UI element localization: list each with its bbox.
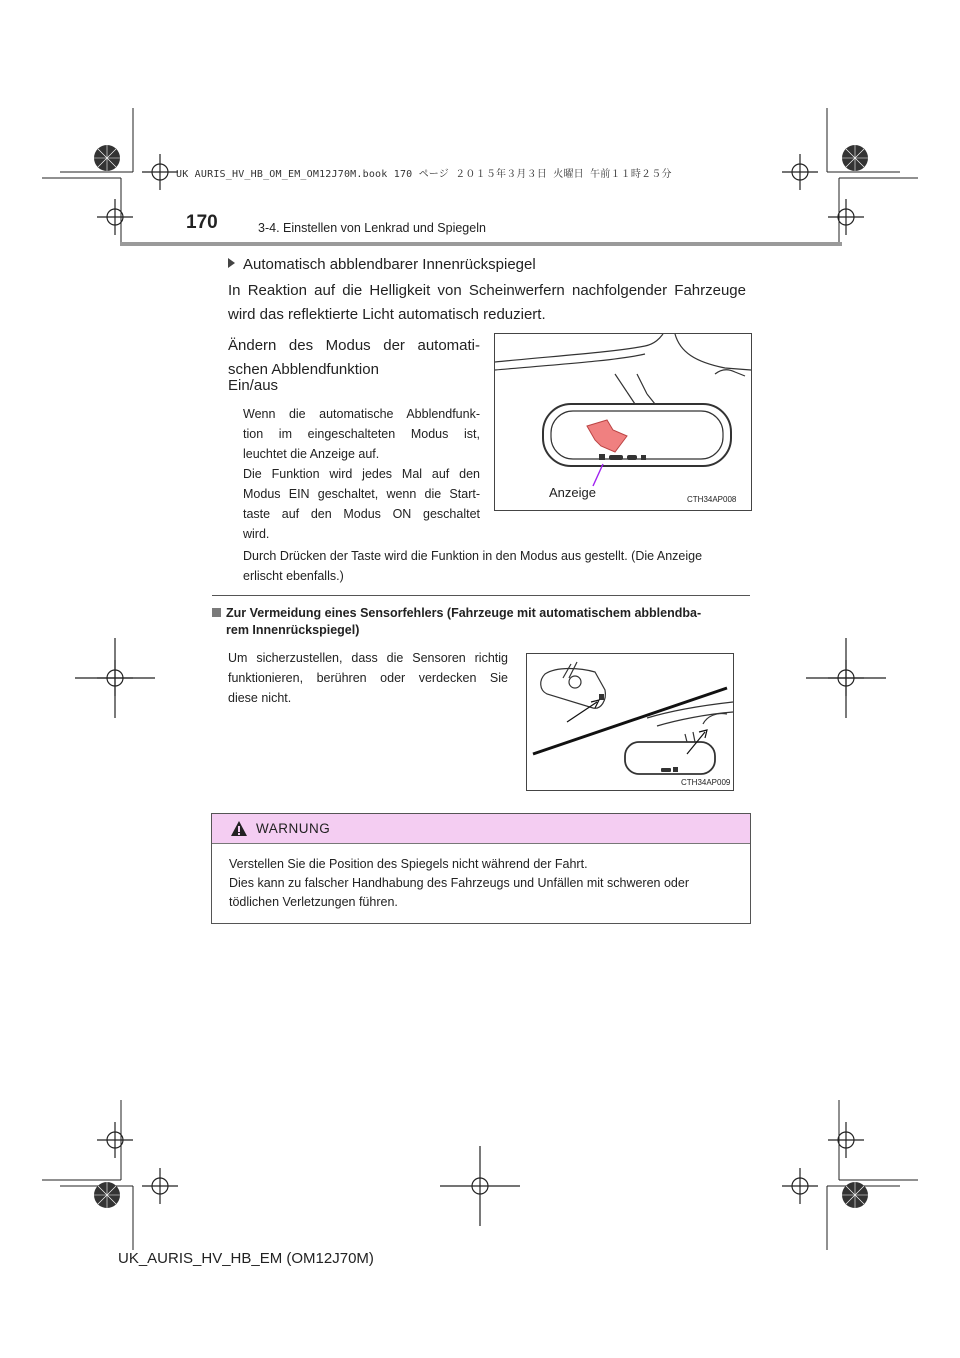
mirror-heading-text: Automatisch abblendbarer Innenrückspiegel: [243, 256, 536, 273]
page-number: 170: [186, 212, 218, 233]
sensor-heading-text: Zur Vermeidung eines Sensorfehlers (Fahrzeuge mit automatischem abblendba-: [226, 606, 702, 620]
sensor-heading: [212, 605, 752, 639]
figure-code: CTH34AP009: [681, 778, 731, 787]
warning-title: WARNUNG: [256, 821, 331, 836]
warning-box: [211, 813, 751, 924]
warning-header: [212, 814, 750, 844]
figure-code: CTH34AP008: [687, 495, 737, 504]
sensor-heading-line: rem Innenrückspiegel): [226, 623, 360, 637]
note-line: Modus EIN geschaltet, wenn die Start-: [243, 487, 480, 501]
warning-line: tödlichen Verletzungen führen.: [229, 895, 398, 909]
mirror-illustration: [495, 334, 751, 510]
note-line: leuchtet die Anzeige auf.: [243, 447, 380, 461]
section-divider: [212, 595, 750, 596]
on-off-label: Ein/aus: [228, 377, 279, 394]
mode-change-line: Ändern des Modus der automati-: [228, 337, 480, 354]
note-line: erlischt ebenfalls.): [243, 569, 344, 583]
warning-text: [229, 855, 743, 912]
note-2: [243, 464, 480, 544]
triangle-bullet-icon: [228, 258, 235, 268]
sensor-text-line: Um sicherzustellen, dass die Sensoren richtig: [228, 651, 508, 665]
mirror-figure: [494, 333, 752, 511]
sensor-heading-line: [212, 605, 752, 622]
note-line: taste auf den Modus ON geschaltet: [243, 507, 480, 521]
mirror-intro: In Reaktion auf die Helligkeit von Scheinwerfern nachfolgender Fahrzeuge wird das reflektierte Licht automatisch reduziert.: [228, 282, 746, 323]
sensor-illustration: [527, 654, 733, 790]
footer-doc-code: UK_AURIS_HV_HB_EM (OM12J70M): [118, 1250, 374, 1267]
note-line: Durch Drücken der Taste wird die Funktion in den Modus aus gestellt. (Die Anzeige: [243, 549, 703, 563]
section-title: 3-4. Einstellen von Lenkrad und Spiegeln: [258, 221, 486, 235]
sensor-text-line: funktionieren, berühren oder verdecken Sie: [228, 671, 508, 685]
warning-triangle-icon: [230, 820, 248, 837]
sensor-figure: [526, 653, 734, 791]
header-rule: [120, 242, 842, 246]
sensor-text: [228, 648, 508, 708]
warning-line: Dies kann zu falscher Handhabung des Fahrzeugs und Unfällen mit schweren oder: [229, 876, 689, 890]
note-line: wird.: [243, 527, 270, 541]
sensor-text-line: diese nicht.: [228, 691, 292, 705]
note-line: Die Funktion wird jedes Mal auf den: [243, 467, 480, 481]
square-bullet-icon: [212, 608, 221, 617]
figure-label-anzeige: Anzeige: [549, 485, 596, 500]
note-line: Wenn die automatische Abblendfunk-: [243, 407, 480, 421]
book-info-line: UK AURIS_HV_HB_OM_EM_OM12J70M.book 170 ページ ２０１５年３月３日 火曜日 午前１１時２５分: [176, 169, 672, 180]
note-3: [243, 546, 753, 586]
mode-change-line: schen Abblendfunktion: [228, 361, 379, 378]
mirror-heading: [228, 256, 536, 273]
warning-line: Verstellen Sie die Position des Spiegels nicht während der Fahrt.: [229, 857, 588, 871]
note-line: tion im eingeschalteten Modus ist,: [243, 427, 480, 441]
note-1: [243, 404, 480, 464]
